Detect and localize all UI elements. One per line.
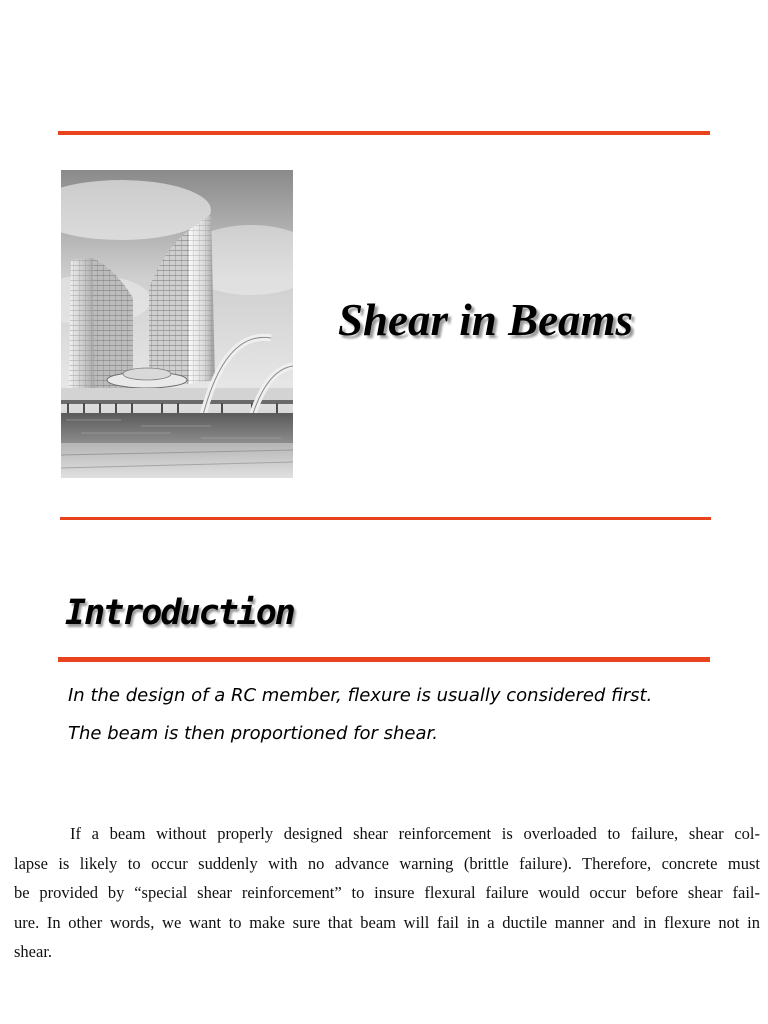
section-heading-introduction: Introduction [65, 593, 294, 633]
body-paragraph [14, 819, 760, 967]
document-title: Shear in Beams [338, 295, 634, 345]
top-divider [58, 131, 710, 135]
body-line: If a beam without properly designed shear reinforcement is overloaded to failure, shear col- [70, 824, 760, 843]
body-line: shear. [14, 942, 53, 961]
city-hall-photo [61, 170, 293, 478]
body-line: be provided by “special shear reinforcement” to insure flexural failure would occur before shear fail- [14, 883, 760, 902]
middle-divider [60, 517, 711, 520]
lead-line: The beam is then proportioned for shear. [68, 723, 438, 744]
lead-line: In the design of a RC member, flexure is usually considered first. [68, 685, 653, 706]
section-divider [58, 657, 710, 662]
body-line: ure. In other words, we want to make sure that beam will fail in a ductile manner and in flexure not in [14, 912, 760, 932]
body-line: lapse is likely to occur suddenly with no advance warning (brittle failure). Therefore, concrete must [14, 853, 760, 873]
